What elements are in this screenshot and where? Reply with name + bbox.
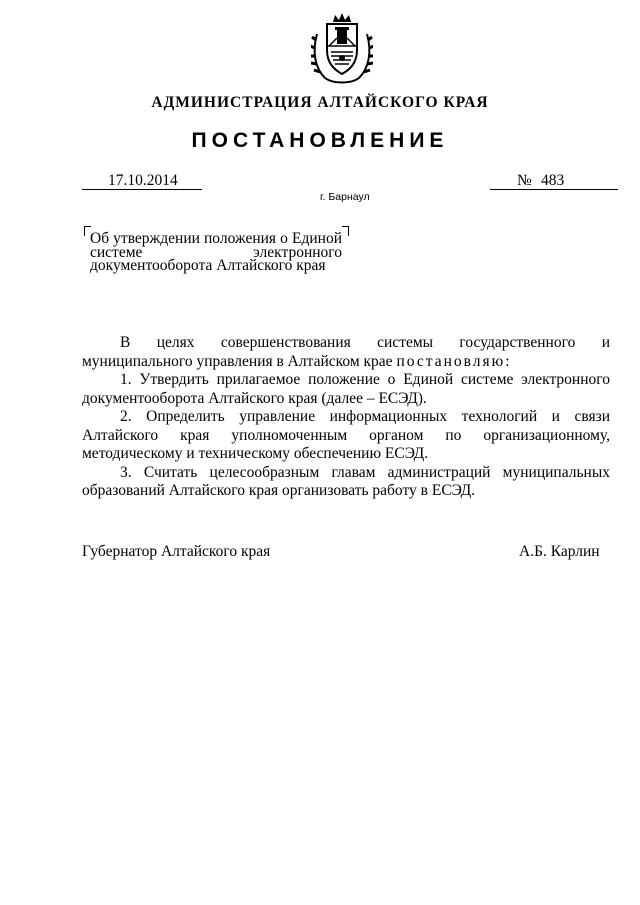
document-subject: Об утверждении положения о Единой системе электронного документооборота Алтайского края — [90, 230, 342, 274]
resolution-keyword: постановляю: — [396, 352, 512, 370]
document-number: 483 — [541, 172, 565, 189]
issue-city: г. Барнаул — [320, 191, 370, 203]
document-body — [82, 334, 610, 501]
number-sign: № — [517, 172, 532, 189]
document-number-field — [490, 173, 618, 190]
signer-title: Губернатор Алтайского края — [82, 543, 271, 560]
subject-corner-mark-right — [342, 226, 349, 236]
clause-1: 1. Утвердить прилагаемое положение о Единой системе электронного документооборота Алтайского края (далее – ЕСЭД). — [82, 371, 610, 407]
preamble-text: В целях совершенствования системы государственного и муниципального управления в Алтайском крае — [82, 334, 610, 370]
document-type-title: ПОСТАНОВЛЕНИЕ — [191, 129, 449, 152]
document-date-field — [82, 173, 202, 190]
signer-name: А.Б. Карлин — [519, 543, 600, 560]
clause-2: 2. Определить управление информационных технологий и связи Алтайского края уполномоченным органом по организационному, методическому и техническому обеспечению ЕСЭД. — [82, 408, 610, 462]
preamble-paragraph — [82, 334, 610, 371]
document-date: 17.10.2014 — [108, 172, 178, 189]
clause-3: 3. Считать целесообразным главам администраций муниципальных образований Алтайского края организовать работу в ЕСЭД. — [82, 463, 610, 499]
issuing-authority: АДМИНИСТРАЦИЯ АЛТАЙСКОГО КРАЯ — [151, 94, 489, 111]
coat-of-arms-icon — [311, 12, 373, 86]
